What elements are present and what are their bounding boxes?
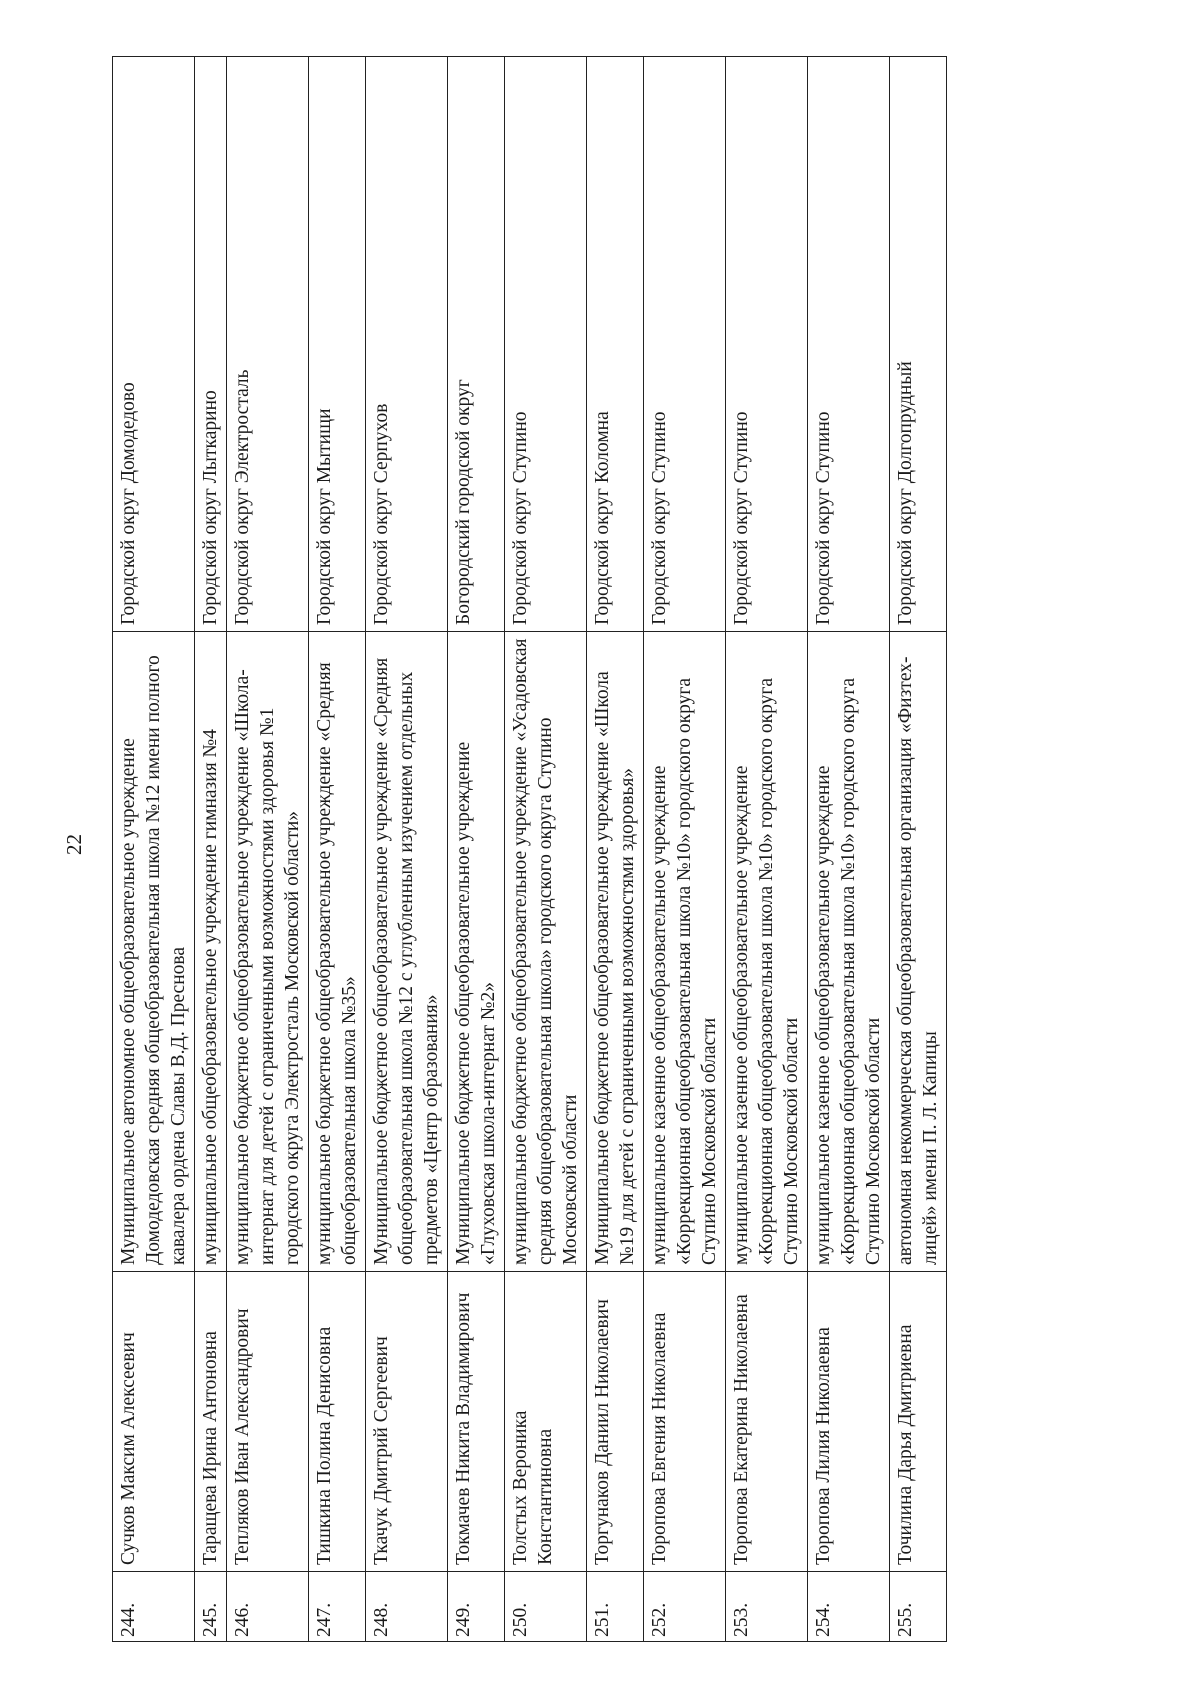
page-number: 22 (62, 834, 86, 855)
table-row (890, 57, 947, 1642)
institution-name: муниципальное бюджетное общеобразовательное учреждение «Усадовская средняя общеобразовательная школа» городского округа Ступино Московской области (505, 632, 587, 1272)
table-row (587, 57, 644, 1642)
institution-name: Муниципальное автономное общеобразовательное учреждение Домодедовская средняя общеобразовательная школа №12 имени полного кавалера ордена Славы В.Д. Преснова (113, 632, 195, 1272)
table-row (726, 57, 808, 1642)
institution-name: муниципальное бюджетное общеобразовательное учреждение «Школа-интернат для детей с ограниченными возможностями здоровья №1 городского округа Электросталь Московской области» (227, 632, 309, 1272)
person-name: Тишкина Полина Денисовна (309, 1272, 366, 1572)
municipality-name: Городской округ Ступино (726, 57, 808, 632)
institution-name: Муниципальное бюджетное общеобразовательное учреждение «Глуховская школа-интернат №2» (448, 632, 505, 1272)
municipality-name: Городской округ Ступино (505, 57, 587, 632)
row-number: 248. (366, 1572, 448, 1642)
person-name: Ткачук Дмитрий Сергеевич (366, 1272, 448, 1572)
person-name: Торопова Евгения Николаевна (644, 1272, 726, 1572)
table-row (505, 57, 587, 1642)
institution-name: муниципальное казенное общеобразовательное учреждение «Коррекционная общеобразовательная школа №10» городского округа Ступино Московской области (808, 632, 890, 1272)
municipality-name: Городской округ Ступино (644, 57, 726, 632)
table-row (113, 57, 195, 1642)
table-row (808, 57, 890, 1642)
table-row (644, 57, 726, 1642)
participants-table (112, 56, 947, 1642)
table-row (366, 57, 448, 1642)
person-name: Торгунаков Даниил Николаевич (587, 1272, 644, 1572)
municipality-name: Городской округ Домодедово (113, 57, 195, 632)
table-row (227, 57, 309, 1642)
row-number: 253. (726, 1572, 808, 1642)
table-row (309, 57, 366, 1642)
person-name: Сучков Максим Алексеевич (113, 1272, 195, 1572)
person-name: Торопова Лилия Николаевна (808, 1272, 890, 1572)
row-number: 246. (227, 1572, 309, 1642)
table-row (448, 57, 505, 1642)
row-number: 249. (448, 1572, 505, 1642)
table-row (195, 57, 227, 1642)
row-number: 250. (505, 1572, 587, 1642)
table-body (113, 57, 947, 1642)
person-name: Токмачев Никита Владимирович (448, 1272, 505, 1572)
person-name: Толстых Вероника Константиновна (505, 1272, 587, 1572)
institution-name: муниципальное казенное общеобразовательное учреждение «Коррекционная общеобразовательная школа №10» городского округа Ступино Московской области (644, 632, 726, 1272)
municipality-name: Городской округ Серпухов (366, 57, 448, 632)
person-name: Торопова Екатерина Николаевна (726, 1272, 808, 1572)
municipality-name: Городской округ Мытищи (309, 57, 366, 632)
row-number: 252. (644, 1572, 726, 1642)
municipality-name: Городской округ Ступино (808, 57, 890, 632)
person-name: Таращева Ирина Антоновна (195, 1272, 227, 1572)
municipality-name: Городской округ Коломна (587, 57, 644, 632)
institution-name: автономная некоммерческая общеобразовательная организация «Физтех-лицей» имени П. Л. Капицы (890, 632, 947, 1272)
institution-name: муниципальное бюджетное общеобразовательное учреждение «Средняя общеобразовательная школа №35» (309, 632, 366, 1272)
row-number: 255. (890, 1572, 947, 1642)
person-name: Тепляков Иван Александрович (227, 1272, 309, 1572)
municipality-name: Городской округ Лыткарино (195, 57, 227, 632)
municipality-name: Городской округ Электросталь (227, 57, 309, 632)
row-number: 245. (195, 1572, 227, 1642)
row-number: 251. (587, 1572, 644, 1642)
person-name: Точилина Дарья Дмитриевна (890, 1272, 947, 1572)
institution-name: муниципальное казенное общеобразовательное учреждение «Коррекционная общеобразовательная школа №10» городского округа Ступино Московской области (726, 632, 808, 1272)
municipality-name: Богородский городской округ (448, 57, 505, 632)
institution-name: Муниципальное бюджетное общеобразовательное учреждение «Школа №19 для детей с ограниченными возможностями здоровья» (587, 632, 644, 1272)
row-number: 244. (113, 1572, 195, 1642)
row-number: 247. (309, 1572, 366, 1642)
municipality-name: Городской округ Долгопрудный (890, 57, 947, 632)
institution-name: Муниципальное бюджетное общеобразовательное учреждение «Средняя общеобразовательная школа №12 с углубленным изучением отдельных предметов «Центр образования» (366, 632, 448, 1272)
institution-name: муниципальное общеобразовательное учреждение гимназия №4 (195, 632, 227, 1272)
row-number: 254. (808, 1572, 890, 1642)
